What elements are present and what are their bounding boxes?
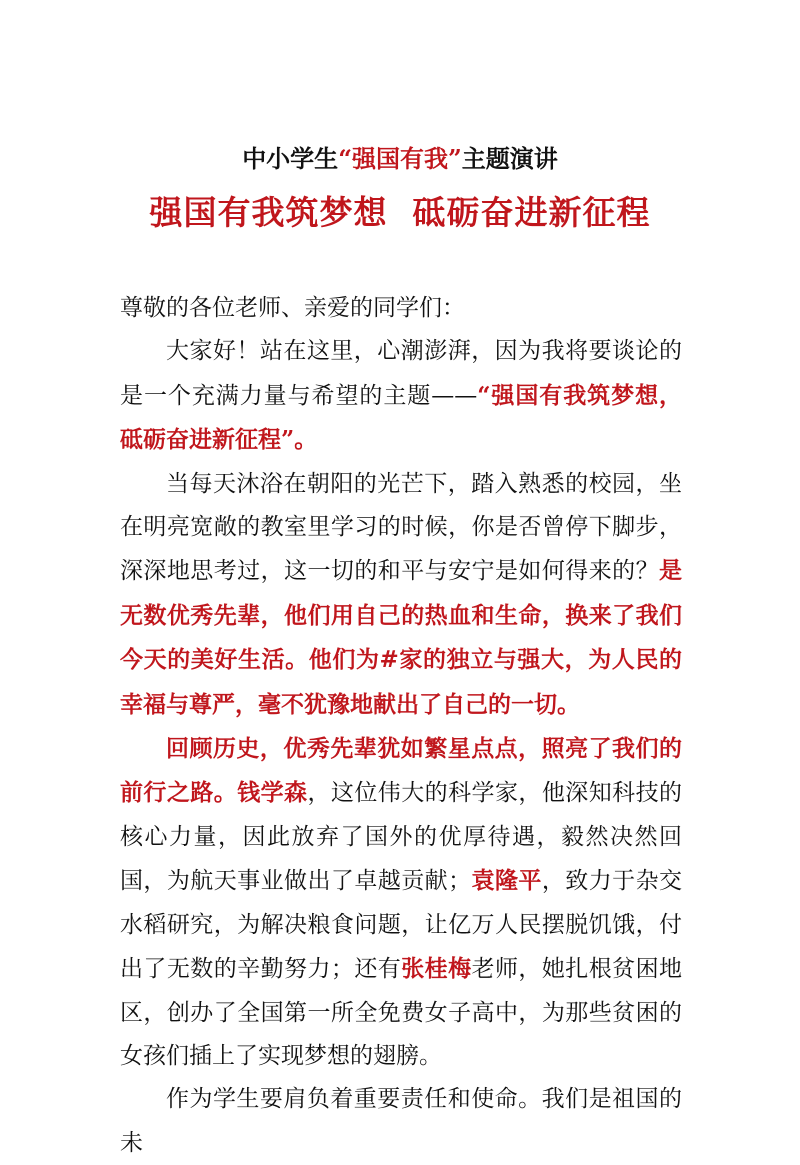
highlighted-text: “强国有我筑梦想，砥砺奋进新征程”。 [120, 381, 683, 454]
subtitle-suffix: 主题演讲 [461, 144, 558, 173]
paragraph-opening [120, 330, 682, 462]
speech-body [120, 287, 682, 1165]
paragraph-text: ，这位伟大的科学家，他深知科技的核心力量，因此放弃了国外的优厚待遇，毅然决然回国，为航天事业做出了卓越贡献； [120, 780, 683, 895]
speech-subtitle [0, 142, 800, 176]
subtitle-prefix: 中小学生 [242, 144, 339, 173]
paragraph-responsibility [120, 1078, 682, 1165]
salutation: 尊敬的各位老师、亲爱的同学们： [120, 295, 465, 321]
speech-title: 强国有我筑梦想 砥砺奋进新征程 [149, 193, 651, 232]
highlighted-text: 回顾历史，优秀先辈犹如繁星点点，照亮了我们的前行之路。 [120, 735, 682, 807]
paragraph-history [120, 727, 682, 1078]
paragraph-text: 老师，她扎根贫困地区，创办了全国第一所全免费女子高中，为那些贫困的女孩们插上了实现梦想的翅膀。 [120, 956, 683, 1069]
paragraph-text: ，致力于杂交水稻研究，为解决粮食问题，让亿万人民摆脱饥饿，付出了无数的辛勤努力；还有 [120, 868, 683, 983]
paragraph-text: 作为学生要肩负着重要责任和使命。我们是祖国的未 [120, 1086, 682, 1156]
highlighted-name-yuan-longping: 袁隆平 [471, 867, 542, 895]
highlighted-text: 是无数优秀先辈，他们用自己的热血和生命，换来了我们今天的美好生活。他们为#家的独立与强大，为人民的幸福与尊严，毫不犹豫地献出了自己的一切。 [120, 557, 682, 718]
paragraph-text: 当每天沐浴在朝阳的光芒下，踏入熟悉的校园，坐在明亮宽敞的教室里学习的时候，你是否曾停下脚步，深深地思考过，这一切的和平与安宁是如何得来的？ [120, 470, 682, 585]
paragraph-text: 大家好！站在这里，心潮澎湃，因为我将要谈论的是一个充满力量与希望的主题—— [120, 338, 682, 409]
highlighted-name-qian-xuesen: 钱学森 [237, 779, 308, 807]
subtitle-quoted-theme: “强国有我” [338, 144, 462, 173]
highlighted-name-zhang-guimei: 张桂梅 [401, 955, 472, 983]
paragraph-predecessors [120, 463, 682, 727]
